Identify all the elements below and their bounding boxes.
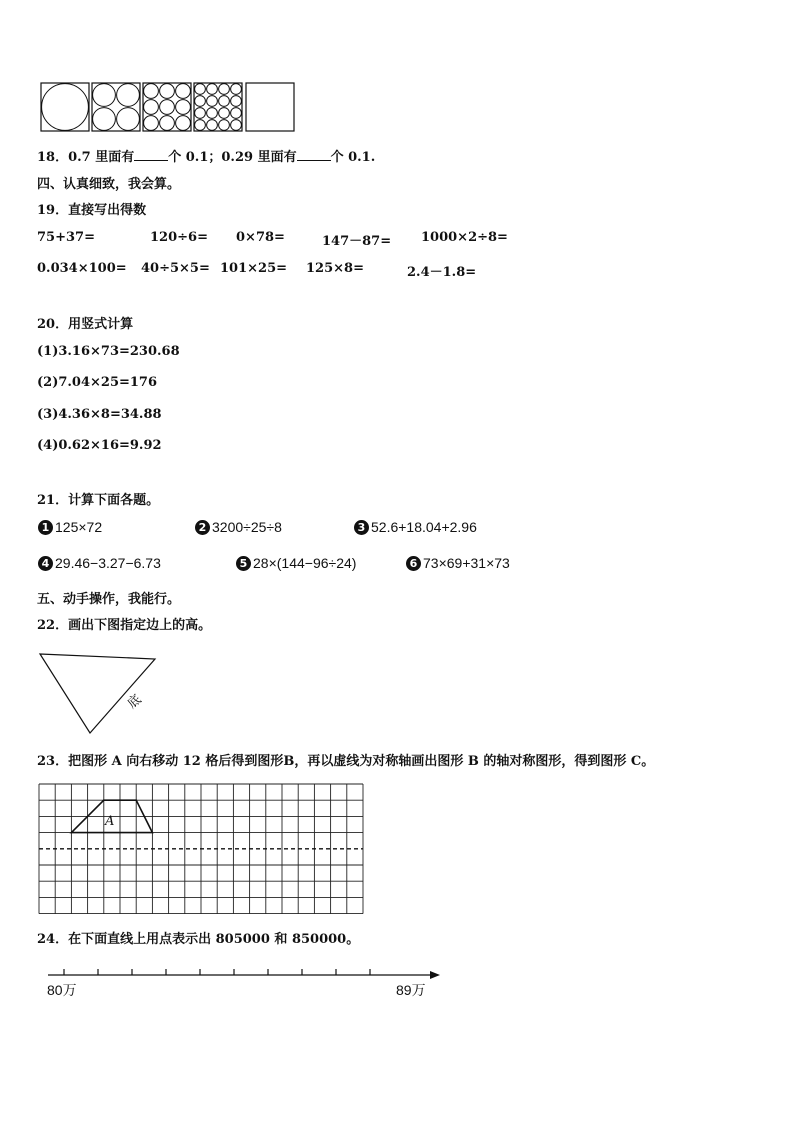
q21-expr-4: 29.46−3.27−6.73 <box>55 555 161 571</box>
square-5 <box>246 83 294 131</box>
q21-title: 21．计算下面各题。 <box>37 493 160 508</box>
q21-item-3 <box>354 519 477 535</box>
square-2-circle <box>117 84 140 107</box>
square-4-circle <box>231 108 242 119</box>
q21-item-6 <box>406 555 510 571</box>
q21-num-1: 1 <box>38 520 53 535</box>
q19-r2-c2: 40÷5×5= <box>141 261 210 276</box>
q21-expr-2: 3200÷25÷8 <box>212 519 282 535</box>
q21-item-5 <box>236 555 356 571</box>
square-4-circle <box>195 84 206 95</box>
q21-expr-1: 125×72 <box>55 519 103 535</box>
q21-item-4 <box>38 555 161 571</box>
q18-blank-2[interactable] <box>297 149 331 161</box>
square-4-circle <box>207 120 218 131</box>
square-3-circle <box>144 84 159 99</box>
square-4-circle <box>195 120 206 131</box>
square-4-circle <box>219 84 230 95</box>
square-2-circle <box>117 108 140 131</box>
q21-num-3: 3 <box>354 520 369 535</box>
square-4-circle <box>207 96 218 107</box>
square-4-circle <box>219 108 230 119</box>
q19-r2-c1: 0.034×100= <box>37 261 127 276</box>
square-3-circle <box>176 100 191 115</box>
square-4 <box>194 83 242 131</box>
q18-blank-1[interactable] <box>134 149 168 161</box>
q18-text-mid: 个 0.1；0.29 里面有 <box>168 150 297 165</box>
q21-expr-3: 52.6+18.04+2.96 <box>371 519 477 535</box>
square-3-circle <box>144 100 159 115</box>
q19-r1-c5: 1000×2÷8= <box>421 230 508 245</box>
q21-item-2 <box>195 519 282 535</box>
q18-text-before: 18．0.7 里面有 <box>37 150 135 165</box>
square-3-circle <box>160 84 175 99</box>
q21-item-1 <box>38 519 102 535</box>
q23-shape-label: A <box>105 814 115 829</box>
section-4-heading: 四、认真细致，我会算。 <box>37 177 181 192</box>
square-3-circle <box>176 84 191 99</box>
square-4-circle <box>195 108 206 119</box>
square-4-circle <box>207 108 218 119</box>
square-2-circle <box>93 108 116 131</box>
q20-item-3: (3)4.36×8=34.88 <box>37 407 162 422</box>
q21-num-6: 6 <box>406 556 421 571</box>
square-4-circle <box>231 96 242 107</box>
square-3-circle <box>176 116 191 131</box>
q21-expr-6: 73×69+31×73 <box>423 555 510 571</box>
q18-text-after: 个 0.1. <box>330 150 376 165</box>
square-3-circle <box>160 100 175 115</box>
q22-title: 22．画出下图指定边上的高。 <box>37 618 212 633</box>
q19-r1-c1: 75+37= <box>37 230 95 245</box>
q19-r2-c4: 125×8= <box>306 261 364 276</box>
q20-title: 20．用竖式计算 <box>37 317 134 332</box>
q19-r1-c2: 120÷6= <box>150 230 208 245</box>
q22-side-label: 底 <box>124 692 145 712</box>
q19-r2-c3: 101×25= <box>220 261 288 276</box>
q23-grid-figure <box>0 780 400 915</box>
q21-num-2: 2 <box>195 520 210 535</box>
q20-item-4: (4)0.62×16=9.92 <box>37 438 162 453</box>
q21-num-4: 4 <box>38 556 53 571</box>
section-5-heading: 五、动手操作，我能行。 <box>37 592 181 607</box>
q19-r1-c4: 147－87= <box>322 234 392 249</box>
square-3-circle <box>144 116 159 131</box>
q20-item-2: (2)7.04×25=176 <box>37 375 158 390</box>
q24-left-label: 80万 <box>47 982 77 998</box>
square-4-circle <box>231 120 242 131</box>
q22-triangle-figure <box>0 640 200 750</box>
q19-r1-c3: 0×78= <box>236 230 285 245</box>
number-line-arrow <box>430 971 440 979</box>
q20-item-1: (1)3.16×73=230.68 <box>37 344 180 359</box>
square-1-circle <box>42 84 89 131</box>
square-4-circle <box>207 84 218 95</box>
q19-r2-c5: 2.4－1.8= <box>407 265 477 280</box>
q21-num-5: 5 <box>236 556 251 571</box>
square-2-circle <box>93 84 116 107</box>
square-4-circle <box>195 96 206 107</box>
q23-title: 23．把图形 A 向右移动 12 格后得到图形B，再以虚线为对称轴画出图形 B 的轴对称图形，得到图形 C。 <box>37 754 655 769</box>
square-4-circle <box>219 96 230 107</box>
square-4-circle <box>219 120 230 131</box>
q24-right-label: 89万 <box>396 982 426 998</box>
q21-expr-5: 28×(144−96÷24) <box>253 555 357 571</box>
q24-title: 24．在下面直线上用点表示出 805000 和 850000。 <box>37 932 360 947</box>
square-2 <box>92 83 140 131</box>
question-18 <box>37 146 375 165</box>
square-3-circle <box>160 116 175 131</box>
q19-title: 19．直接写出得数 <box>37 203 147 218</box>
square-4-circle <box>231 84 242 95</box>
circle-squares-figure <box>0 0 794 140</box>
square-3 <box>143 83 191 131</box>
